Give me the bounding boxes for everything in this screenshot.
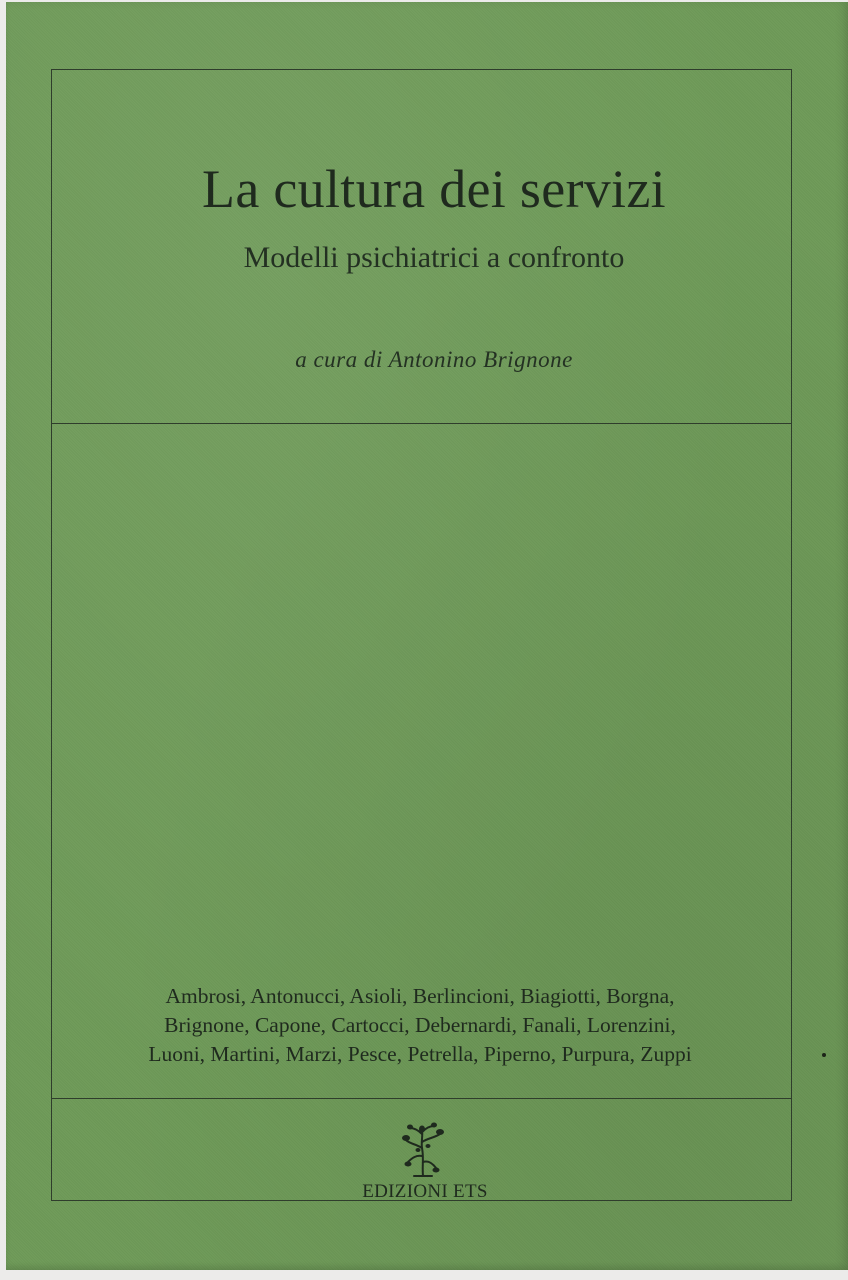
lower-divider	[51, 1098, 792, 1099]
publisher-name: EDIZIONI ETS	[362, 1181, 488, 1202]
upper-divider	[51, 423, 792, 424]
author-line: Brignone, Capone, Cartocci, Debernardi, Fanali, Lorenzini,	[164, 1013, 676, 1037]
book-title: La cultura dei servizi	[202, 159, 666, 219]
author-line: Ambrosi, Antonucci, Asioli, Berlincioni, Biagiotti, Borgna,	[165, 984, 675, 1008]
author-list	[60, 982, 780, 1069]
plant-emblem-icon	[400, 1122, 446, 1178]
book-subtitle: Modelli psichiatrici a confronto	[243, 241, 625, 274]
author-line: Luoni, Martini, Marzi, Pesce, Petrella, Piperno, Purpura, Zuppi	[148, 1042, 692, 1066]
book-editor: a cura di Antonino Brignone	[295, 347, 573, 372]
cover-blemish	[822, 1053, 826, 1057]
